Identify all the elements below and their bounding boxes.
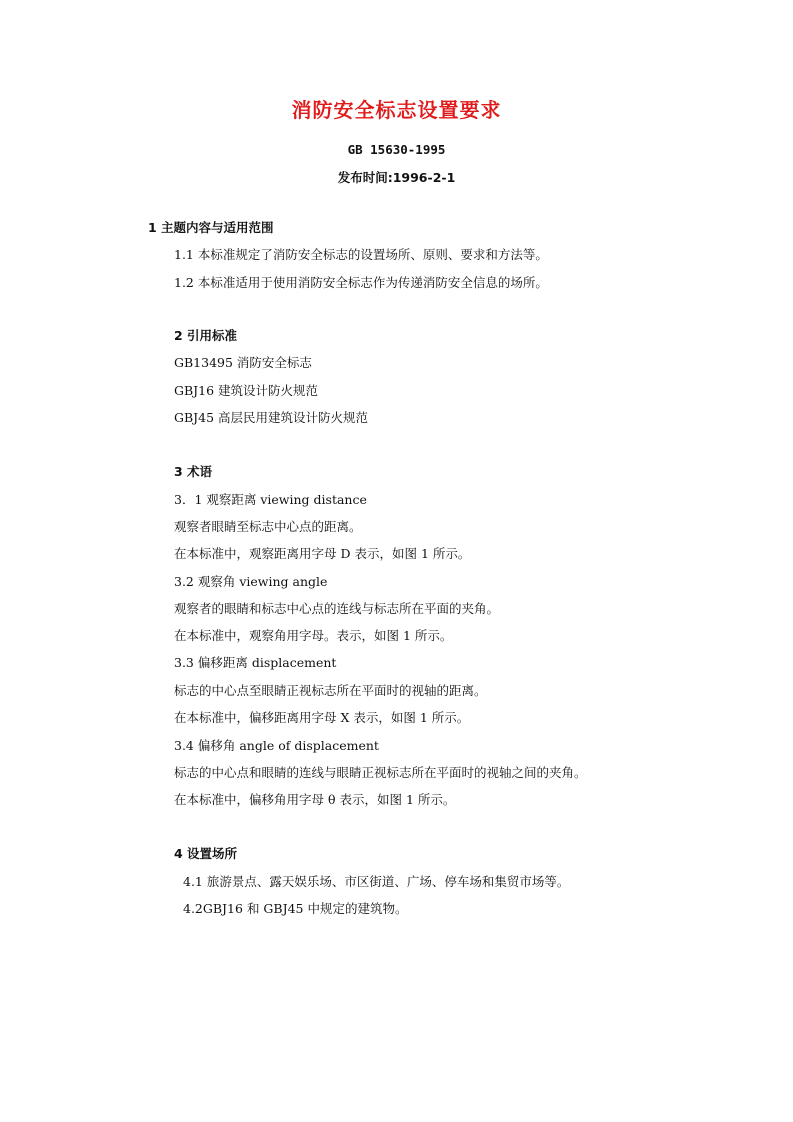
section-3-line-5: 观察者的眼睛和标志中心点的连线与标志所在平面的夹角。 bbox=[174, 601, 500, 616]
standard-number: GB 15630-1995 bbox=[347, 142, 446, 157]
section-3-line-1: 3．1 观察距离 viewing distance bbox=[174, 492, 367, 507]
section-2-line-1: GB13495 消防安全标志 bbox=[174, 355, 312, 370]
section-3-line-8: 标志的中心点至眼睛正视标志所在平面时的视轴的距离。 bbox=[174, 683, 487, 698]
section-3-line-11: 标志的中心点和眼睛的连线与眼睛正视标志所在平面时的视轴之间的夹角。 bbox=[174, 765, 587, 780]
section-4-line-2: 4.2GBJ16 和 GBJ45 中规定的建筑物。 bbox=[183, 901, 408, 916]
section-1-line-2: 1.2 本标准适用于使用消防安全标志作为传递消防安全信息的场所。 bbox=[174, 275, 548, 290]
section-3-line-10: 3.4 偏移角 angle of displacement bbox=[174, 738, 379, 753]
document-title: 消防安全标志设置要求 bbox=[291, 98, 502, 122]
section-3-line-12: 在本标准中，偏移角用字母 θ 表示，如图 1 所示。 bbox=[174, 792, 456, 807]
section-3-line-9: 在本标准中，偏移距离用字母 X 表示，如图 1 所示。 bbox=[174, 710, 470, 725]
section-3-line-6: 在本标准中，观察角用字母。表示，如图 1 所示。 bbox=[174, 628, 453, 643]
section-2-line-2: GBJ16 建筑设计防火规范 bbox=[174, 383, 319, 398]
section-1-heading: 1 主题内容与适用范围 bbox=[148, 220, 274, 235]
publish-date: 发布时间:1996-2-1 bbox=[337, 170, 456, 185]
section-3-line-2: 观察者眼睛至标志中心点的距离。 bbox=[174, 519, 362, 534]
section-3-line-7: 3.3 偏移距离 displacement bbox=[174, 655, 337, 670]
section-4-line-1: 4.1 旅游景点、露天娱乐场、市区街道、广场、停车场和集贸市场等。 bbox=[183, 874, 570, 889]
section-1-line-1: 1.1 本标准规定了消防安全标志的设置场所、原则、要求和方法等。 bbox=[174, 247, 548, 262]
section-3-heading: 3 术语 bbox=[174, 464, 213, 479]
section-2-line-3: GBJ45 高层民用建筑设计防火规范 bbox=[174, 410, 369, 425]
section-3-line-4: 3.2 观察角 viewing angle bbox=[174, 574, 328, 589]
section-2-heading: 2 引用标准 bbox=[174, 328, 238, 343]
section-4-heading: 4 设置场所 bbox=[174, 846, 238, 861]
section-3-line-3: 在本标准中，观察距离用字母 D 表示，如图 1 所示。 bbox=[174, 546, 471, 561]
